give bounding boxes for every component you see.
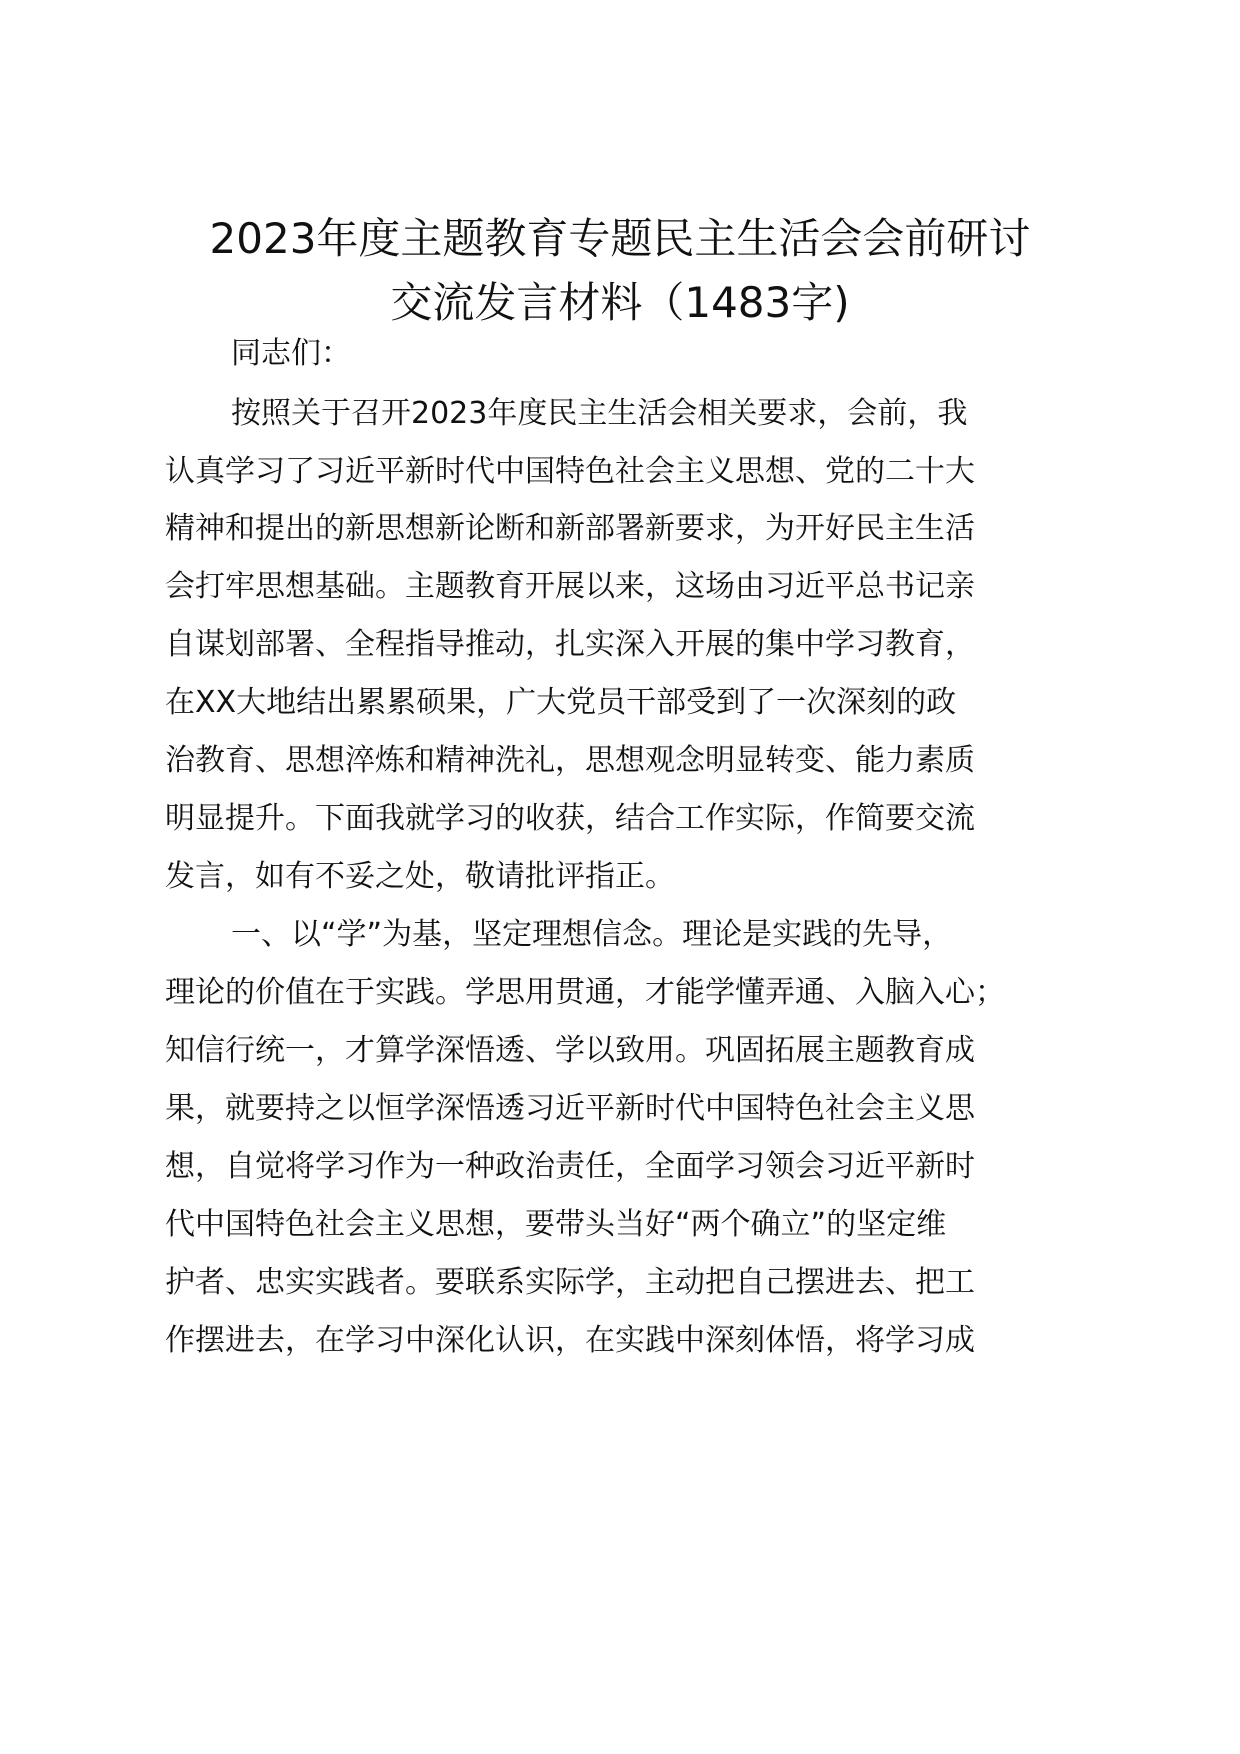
body-line: 护者、忠实实践者。要联系实际学，主动把自己摆进去、把工 [165, 1265, 975, 1300]
body-line: 明显提升。下面我就学习的收获，结合工作实际，作简要交流 [165, 801, 975, 836]
document-title-line-1: 2023年度主题教育专题民主生活会会前研讨 [209, 214, 1031, 263]
body-line: 知信行统一，才算学深悟透、学以致用。巩固拓展主题教育成 [165, 1033, 975, 1068]
body-line: 会打牢思想基础。主题教育开展以来，这场由习近平总书记亲 [165, 569, 975, 604]
body-line: 果，就要持之以恒学深悟透习近平新时代中国特色社会主义思 [165, 1091, 975, 1126]
body-line: 代中国特色社会主义思想，要带头当好“两个确立”的坚定维 [165, 1207, 947, 1242]
body-line: 精神和提出的新思想新论断和新部署新要求，为开好民主生活 [165, 511, 975, 546]
body-line: 发言，如有不妥之处，敬请批评指正。 [165, 859, 675, 894]
body-line: 在XX大地结出累累硕果，广大党员干部受到了一次深刻的政 [165, 685, 957, 720]
body-line: 理论的价值在于实践。学思用贯通，才能学懂弄通、入脑入心； [165, 975, 1005, 1010]
salutation: 同志们： [231, 336, 351, 371]
section-heading-line: 一、以“学”为基，坚定理想信念。理论是实践的先导， [231, 917, 953, 952]
body-line: 想，自觉将学习作为一种政治责任，全面学习领会习近平新时 [165, 1149, 975, 1184]
document-title-line-2: 交流发言材料（1483字) [390, 278, 850, 327]
body-line: 治教育、思想淬炼和精神洗礼，思想观念明显转变、能力素质 [165, 743, 975, 778]
body-line: 自谋划部署、全程指导推动，扎实深入开展的集中学习教育， [165, 627, 975, 662]
body-line: 认真学习了习近平新时代中国特色社会主义思想、党的二十大 [165, 454, 975, 489]
body-line: 按照关于召开2023年度民主生活会相关要求，会前，我 [231, 396, 968, 431]
body-line: 作摆进去，在学习中深化认识，在实践中深刻体悟，将学习成 [165, 1323, 975, 1358]
